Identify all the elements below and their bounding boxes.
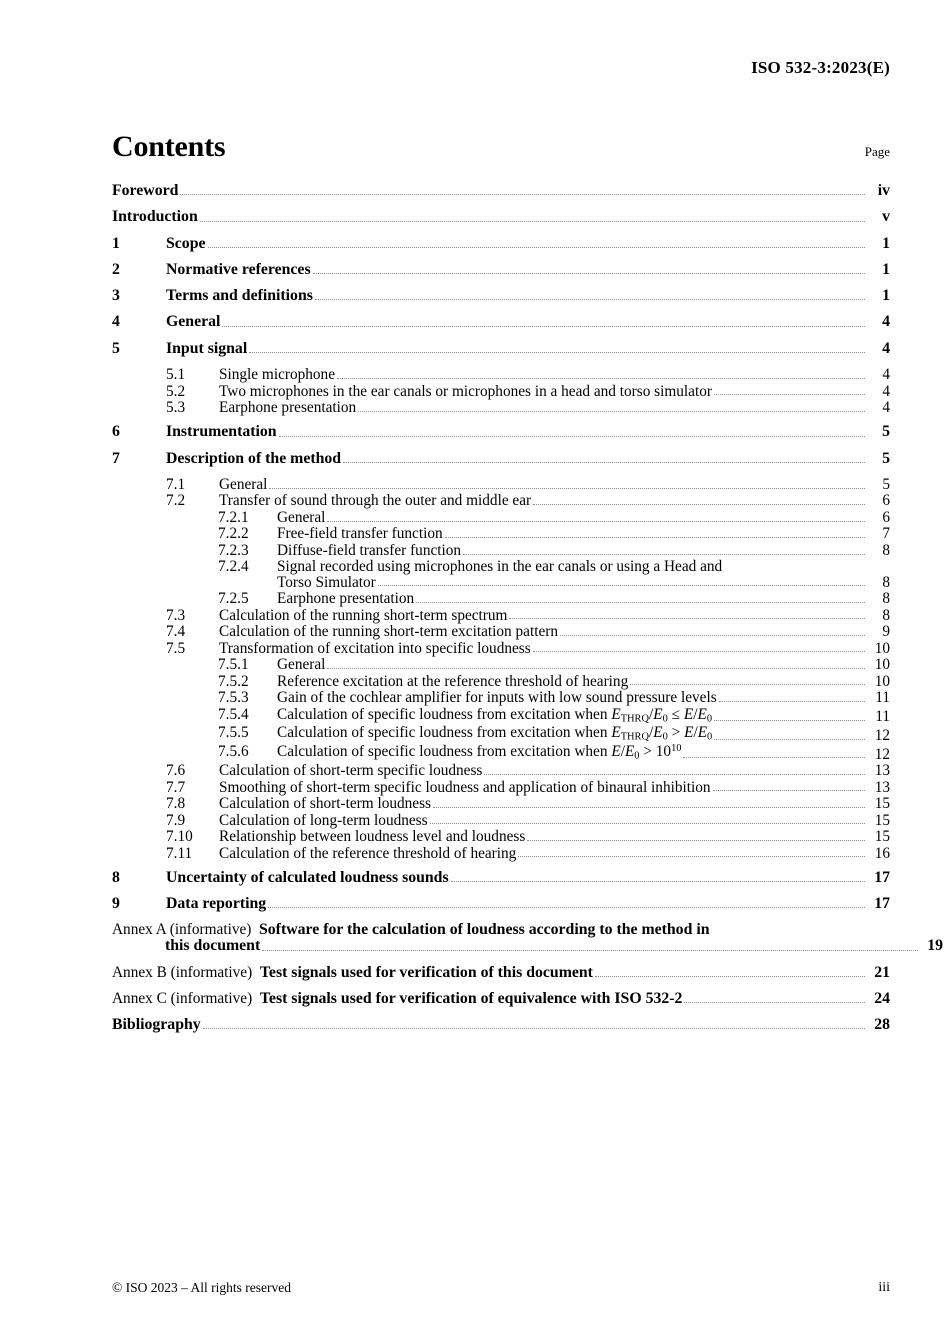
toc-page-number: 9 [882,623,890,641]
toc-entry-label: Signal recorded using microphones in the ear canals or using a Head and [277,558,723,576]
toc-entry[interactable] [112,763,890,778]
toc-entry[interactable] [112,400,890,415]
toc-entry-number: 7.5.2 [218,672,249,690]
toc-entry-line [277,526,890,541]
dot-leader [266,897,867,912]
toc-annex-first-line [112,922,890,938]
toc-entry[interactable] [112,813,890,828]
toc-entry-label: Earphone presentation [219,399,357,417]
toc-entry-number: 5.2 [166,382,186,400]
toc-page-number: 15 [874,795,890,813]
dot-leader [712,709,867,724]
toc-entry-line [277,510,890,525]
toc-bibliography-body [112,1017,890,1033]
toc-page-number: 1 [882,260,890,278]
toc-entry[interactable] [112,591,890,606]
toc-page-number: 15 [874,828,890,846]
dot-leader [628,674,867,689]
toc-page-number: 11 [875,707,890,725]
toc-page-number: 1 [882,234,890,252]
toc-page-number: 4 [882,366,890,384]
toc-entry[interactable] [112,846,890,861]
table-of-contents [112,182,943,1043]
toc-entry-label: Scope [166,234,206,252]
toc-entry-line [166,236,890,252]
toc-entry-label: Gain of the cochlear amplifier for inputs with low sound pressure levels [277,689,717,707]
toc-entry-number: 7.2.2 [218,525,249,543]
toc-entry-number: 7.6 [166,762,186,780]
dot-leader [267,477,867,492]
dot-leader [558,624,867,639]
dot-leader [712,384,867,399]
toc-page-number: 5 [882,423,890,441]
dot-leader [449,870,867,885]
toc-page-number: 6 [882,508,890,526]
toc-page-number: 13 [874,762,890,780]
toc-page-number: 15 [874,811,890,829]
toc-annex-title-continued: this document [165,937,261,955]
toc-entry-number: 7.5.3 [218,689,249,707]
toc-entry-body [277,510,890,525]
toc-annex-line [112,991,890,1007]
toc-entry-label: Uncertainty of calculated loudness sounds [166,868,449,886]
toc-entry-line [219,493,890,508]
toc-annex-body [112,965,890,981]
toc-entry-body [219,400,890,415]
toc-entry-number: 7.1 [166,475,186,493]
toc-entry-body [277,657,890,672]
toc-entry-body [112,183,890,199]
toc-page-number: 8 [882,541,890,559]
dot-leader [325,510,867,525]
toc-entry[interactable] [112,870,890,886]
dot-leader [260,939,920,954]
toc-entry[interactable] [112,424,890,440]
toc-page-number: 8 [882,573,890,591]
toc-entry-number: 4 [112,313,120,331]
toc-entry-body [277,725,890,743]
toc-annex-entry[interactable] [112,921,943,955]
toc-entry-body [219,624,890,639]
toc-entry-line [219,796,890,811]
footer-page-number: iii [878,1280,890,1295]
toc-entry-line [166,870,890,886]
toc-entry-label: General [219,475,268,493]
toc-entry-label: Calculation of long-term loudness [219,811,428,829]
toc-page-number: 4 [882,382,890,400]
toc-page-number: 16 [874,844,890,862]
dot-leader [178,184,867,199]
toc-entry-number: 7.8 [166,795,186,813]
toc-page-number: 4 [882,313,890,331]
toc-bibliography-label: Bibliography [112,1016,201,1034]
toc-entry[interactable] [112,674,890,689]
toc-entry-number: 2 [112,260,120,278]
toc-entry-label: Calculation of the running short-term spectrum [219,606,508,624]
dot-leader [376,575,867,590]
toc-bibliography-entry[interactable] [112,1017,890,1033]
toc-page-number: 8 [882,606,890,624]
toc-entry-line [277,674,890,689]
toc-entry[interactable] [112,288,890,304]
toc-annex-continued-line [112,938,943,954]
dot-leader [712,728,867,743]
toc-entry-line [219,813,890,828]
toc-page-number: 11 [875,689,890,707]
toc-page-number: 10 [874,656,890,674]
toc-page-number: 5 [882,475,890,493]
toc-annex-entry[interactable] [112,991,890,1007]
toc-entry-label: Transfer of sound through the outer and middle ear [219,492,532,510]
toc-page-number: 19 [927,937,943,955]
toc-entry-number: 6 [112,423,120,441]
toc-annex-title: Software for the calculation of loudness according to the method in [259,921,710,939]
toc-entry-label: Data reporting [166,895,267,913]
toc-entry-body [166,451,890,467]
toc-page-number: 10 [874,639,890,657]
toc-entry-line [219,367,890,382]
toc-entry-line [277,690,890,705]
toc-entry-body [277,526,890,541]
toc-entry-body [166,262,890,278]
toc-entry[interactable] [112,725,890,743]
toc-entry-body [277,707,890,725]
toc-entry-label: Introduction [112,208,198,226]
footer-copyright: © ISO 2023 – All rights reserved [112,1280,291,1295]
toc-entry-number: 7.9 [166,811,186,829]
toc-entry-line [219,608,890,623]
toc-entry-label: General [277,508,326,526]
toc-entry-label: General [166,313,221,331]
dot-leader [325,657,867,672]
toc-entry-line [277,744,890,762]
toc-entry[interactable] [112,641,890,656]
toc-entry-number: 7.5 [166,639,186,657]
dot-leader [516,846,867,861]
toc-entry-number: 8 [112,868,120,886]
toc-entry-line [277,543,890,558]
toc-entry-number: 7.7 [166,778,186,796]
toc-entry[interactable] [112,744,890,762]
dot-leader [593,965,867,980]
dot-leader [711,780,867,795]
toc-entry-number: 5 [112,339,120,357]
toc-entry[interactable] [112,493,890,508]
toc-entry-label: Normative references [166,260,311,278]
toc-annex-line [112,965,890,981]
toc-entry-line [219,477,890,492]
toc-entry-label: Free-field transfer function [277,525,443,543]
toc-entry-line [166,451,890,467]
toc-entry-body [166,288,890,304]
dot-leader [341,451,867,466]
dot-leader [247,341,867,356]
toc-annex-informative-tag: (informative) [170,963,260,981]
toc-entry-body [277,674,890,689]
toc-page-number: 12 [874,726,890,744]
toc-page-number: 17 [874,868,890,886]
dot-leader [414,591,867,606]
toc-entry-number: 7.10 [166,828,193,846]
document-header-id: ISO 532-3:2023(E) [751,58,890,77]
dot-leader [431,796,867,811]
dot-leader [525,829,867,844]
toc-annex-informative-tag: (informative) [169,921,259,939]
toc-entry[interactable] [112,209,890,225]
dot-leader [311,262,867,277]
toc-entry-label-continued-line [277,575,890,590]
toc-entry-label: Transformation of excitation into specific loudness [219,639,531,657]
toc-entry-body [219,641,890,656]
toc-entry-body [166,341,890,357]
toc-entry-number: 5.1 [166,366,186,384]
toc-page-number: 6 [882,492,890,510]
toc-entry-body [166,896,890,912]
toc-entry-number: 7.5.6 [218,743,249,761]
toc-entry-body [219,763,890,778]
toc-annex-title: Test signals used for verification of equivalence with ISO 532-2 [259,989,683,1007]
toc-entry-body [277,744,890,762]
toc-entry-body [219,367,890,382]
dot-leader [335,367,867,382]
toc-entry-number: 3 [112,287,120,305]
toc-annex-heading-group [112,965,593,981]
toc-entry-line [166,314,890,330]
toc-entry[interactable] [112,624,890,639]
toc-entry-label: General [277,656,326,674]
toc-entry[interactable] [112,896,890,912]
toc-entry-line [277,725,890,743]
toc-entry-label: Two microphones in the ear canals or microphones in a head and torso simulator [219,382,712,400]
toc-entry-number: 7.2 [166,492,186,510]
toc-entry-body [219,813,890,828]
toc-entry-line [166,341,890,357]
toc-entry[interactable] [112,262,890,278]
dot-leader [277,425,867,440]
toc-entry-body [219,384,890,399]
dot-leader [461,543,867,558]
toc-annex-heading-group [112,991,682,1007]
toc-entry-body [219,608,890,623]
toc-entry-body [219,829,890,844]
toc-entry-label: Single microphone [219,366,335,384]
toc-entry[interactable] [112,314,890,330]
toc-entry-body [277,690,890,705]
toc-entry-line [219,780,890,795]
toc-entry-body [166,424,890,440]
toc-entry-label: Calculation of short-term loudness [219,795,431,813]
dot-leader [681,747,867,762]
toc-entry-body [219,493,890,508]
toc-entry-label: Calculation of specific loudness from excitation when $E/E_0 > 10^{10}$ [277,743,682,762]
toc-entry-label: Calculation of specific loudness from excitation when $E_{THRQ}/E_0 > E/E_0$ [277,724,713,743]
toc-entry[interactable] [112,707,890,725]
toc-entry[interactable] [112,451,890,467]
toc-entry[interactable] [112,367,890,382]
dot-leader [531,641,867,656]
toc-annex-informative-tag: (informative) [170,989,260,1007]
dot-leader [717,690,867,705]
toc-page-number: 7 [882,525,890,543]
toc-entry-body [277,591,890,606]
toc-entry-label: Diffuse-field transfer function [277,541,462,559]
toc-entry-body [166,314,890,330]
toc-entry-number: 7 [112,449,120,467]
dot-leader [507,608,867,623]
toc-entry-line [166,262,890,278]
toc-page-number: 28 [874,1016,890,1034]
toc-entry-line [219,641,890,656]
toc-page-number: 12 [874,745,890,763]
toc-entry-line [166,896,890,912]
toc-entry-line [277,657,890,672]
toc-entry-line [166,424,890,440]
toc-entry[interactable] [112,829,890,844]
toc-entry-number: 7.5.5 [218,724,249,742]
toc-entry[interactable] [112,477,890,492]
toc-entry-label: Relationship between loudness level and loudness [219,828,526,846]
toc-entry-number: 5.3 [166,399,186,417]
toc-entry-label: Reference excitation at the reference threshold of hearing [277,672,629,690]
dot-leader [682,991,867,1006]
toc-annex-title: Test signals used for verification of this document [259,963,593,981]
toc-page-number: 4 [882,399,890,417]
toc-entry-number: 7.5.4 [218,705,249,723]
toc-page-number: 10 [874,672,890,690]
contents-header [112,130,890,164]
dot-leader [531,493,867,508]
toc-entry-number: 7.11 [166,844,193,862]
toc-entry[interactable] [112,341,890,357]
toc-entry[interactable] [112,796,890,811]
toc-entry-number: 7.5.1 [218,656,249,674]
toc-entry-body [166,870,890,886]
toc-entry-line [277,591,890,606]
toc-entry-label: Terms and definitions [166,287,313,305]
dot-leader [201,1018,867,1033]
toc-bibliography-line [112,1017,890,1033]
toc-entry-label: Calculation of specific loudness from excitation when $E_{THRQ}/E_0 \le E/E_0$ [277,705,713,724]
toc-annex-body [112,991,890,1007]
toc-entry-line [166,288,890,304]
toc-annex-name: Annex C [112,989,171,1007]
toc-page-number: 17 [874,895,890,913]
toc-page-number: 8 [882,590,890,608]
toc-entry-label: Instrumentation [166,423,277,441]
toc-entry-label-continued: Torso Simulator [277,573,376,591]
toc-entry-label: Foreword [112,182,179,199]
toc-entry-label: Calculation of the running short-term excitation pattern [219,623,558,641]
toc-entry-label: Earphone presentation [277,590,415,608]
toc-entry-label: Calculation of the reference threshold of hearing [219,844,517,862]
toc-entry-line [219,400,890,415]
toc-page-number: 4 [882,339,890,357]
toc-entry-line [219,846,890,861]
toc-entry-body [219,796,890,811]
toc-entry-line [219,829,890,844]
toc-page-number: 5 [882,449,890,467]
toc-entry-line [277,707,890,725]
toc-entry-number: 7.2.4 [218,558,249,576]
toc-annex-name: Annex B [112,963,171,981]
toc-page-number: 1 [882,287,890,305]
toc-entry[interactable] [112,559,890,590]
toc-entry-line [219,624,890,639]
toc-entry[interactable] [112,690,890,705]
dot-leader [443,526,867,541]
toc-entry-body [219,477,890,492]
toc-entry[interactable] [112,510,890,525]
toc-entry-number: 1 [112,234,120,252]
dot-leader [313,289,867,304]
toc-annex-name: Annex A [112,921,170,939]
toc-entry[interactable] [112,183,890,199]
toc-entry-body [219,780,890,795]
toc-entry-number: 9 [112,895,120,913]
toc-entry-body [277,543,890,558]
toc-entry-line [112,209,890,225]
toc-annex-body [112,921,943,955]
toc-page-number: iv [877,182,890,199]
dot-leader [356,400,867,415]
toc-entry-line [112,183,890,199]
toc-entry-body [166,236,890,252]
toc-entry-body [112,209,890,225]
toc-entry-label: Smoothing of short-term specific loudness and application of binaural inhibition [219,778,711,796]
toc-entry[interactable] [112,526,890,541]
toc-entry[interactable] [112,384,890,399]
toc-page-number: 24 [874,989,890,1007]
toc-page-number: 21 [874,963,890,981]
toc-entry-number: 7.3 [166,606,186,624]
page-title: Contents [112,130,226,163]
toc-entry[interactable] [112,236,890,252]
toc-entry-label: Input signal [166,339,248,357]
toc-entry[interactable] [112,608,890,623]
dot-leader [220,315,867,330]
toc-entry[interactable] [112,543,890,558]
toc-page-number: 13 [874,778,890,796]
toc-entry-number: 7.2.3 [218,541,249,559]
dot-leader [198,210,867,225]
toc-annex-entry[interactable] [112,965,890,981]
toc-entry-number: 7.2.5 [218,590,249,608]
page-column-label: Page [864,144,890,159]
dot-leader [428,813,867,828]
toc-entry-label: Description of the method [166,449,342,467]
toc-entry[interactable] [112,780,890,795]
toc-entry-number: 7.2.1 [218,508,249,526]
dot-leader [482,763,867,778]
toc-entry[interactable] [112,657,890,672]
toc-entry-label: Calculation of short-term specific loudness [219,762,483,780]
toc-entry-body [219,846,890,861]
toc-entry-number: 7.4 [166,623,186,641]
toc-entry-line [219,763,890,778]
toc-page-number: v [882,208,890,226]
toc-entry-body [277,559,890,590]
dot-leader [206,236,868,251]
toc-entry-line [219,384,890,399]
